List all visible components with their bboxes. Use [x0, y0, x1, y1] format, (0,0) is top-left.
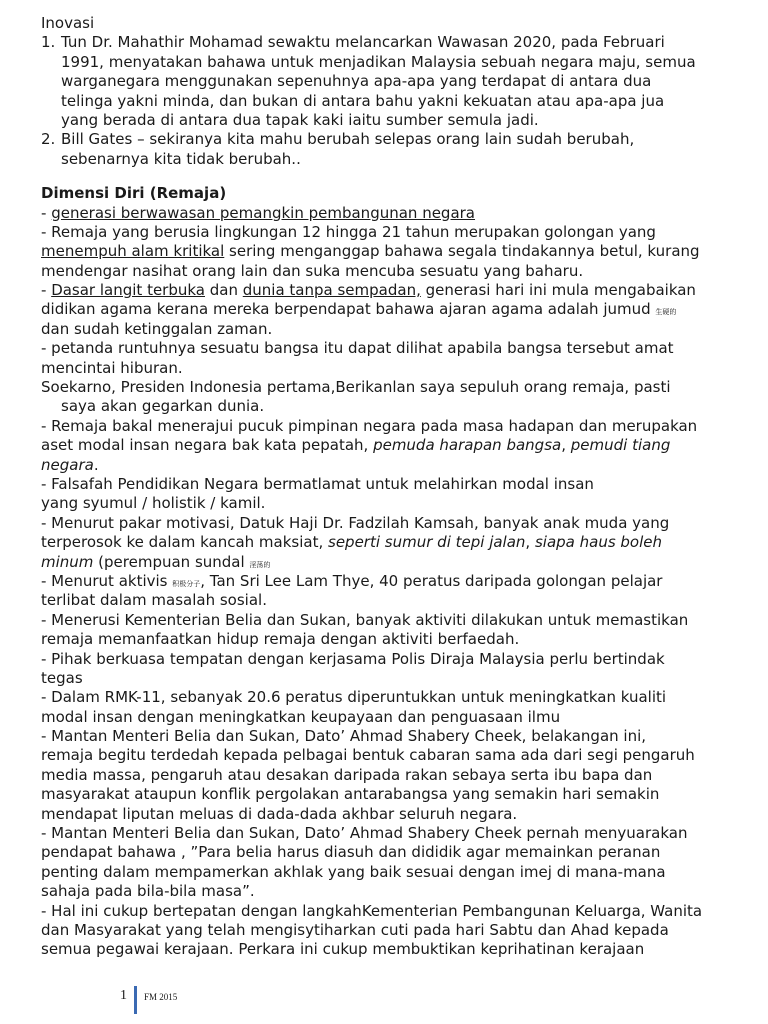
- list-number-1: 1.: [41, 33, 56, 52]
- paragraph-line: [41, 300, 731, 319]
- footer-label: FM 2015: [144, 992, 178, 1002]
- paragraph-line: remaja memanfaatkan hidup remaja dengan aktiviti berfaedah.: [41, 630, 520, 649]
- list-item-1-line-5: yang berada di antara dua tapak kaki iaitu sumber semula jadi.: [61, 110, 539, 129]
- underlined-phrase: Dasar langit terbuka: [51, 281, 205, 300]
- italic-phrase: pemudi tiang: [570, 436, 671, 455]
- text-span: -: [41, 203, 52, 222]
- paragraph-line: dan Masyarakat yang telah mengisytiharkan cuti pada hari Sabtu dan Ahad kepada: [41, 920, 669, 939]
- underlined-phrase: generasi berwawasan pemangkin pembangunan negara: [51, 203, 476, 222]
- text-span: terperosok ke dalam kancah maksiat,: [41, 533, 329, 552]
- paragraph-line: - Remaja bakal menerajui pucuk pimpinan negara pada masa hadapan dan merupakan: [41, 416, 698, 435]
- paragraph-line: masyarakat ataupun konflik pergolakan antarabangsa yang semakin hari semakin: [41, 785, 660, 804]
- underlined-phrase: dunia tanpa sempadan,: [242, 281, 421, 300]
- paragraph-line: Soekarno, Presiden Indonesia pertama,Berikanlan saya sepuluh orang remaja, pasti: [41, 378, 671, 397]
- annotation-note: 生硬的: [655, 308, 677, 317]
- text-span: -: [41, 281, 52, 300]
- italic-phrase: negara: [41, 455, 94, 474]
- paragraph-line: sahaja pada bila-bila masa”.: [41, 882, 255, 901]
- paragraph-line: mendapat liputan meluas di dada-dada akhbar seluruh negara.: [41, 804, 518, 823]
- paragraph-line: dan sudah ketinggalan zaman.: [41, 319, 273, 338]
- paragraph-line: modal insan dengan meningkatkan keupayaan dan penguasaan ilmu: [41, 707, 561, 726]
- paragraph-line: pendapat bahawa , ”Para belia harus diasuh dan dididik agar memainkan peranan: [41, 843, 661, 862]
- paragraph-line: [41, 553, 731, 572]
- text-span: .: [93, 455, 99, 474]
- paragraph-line: saya akan gegarkan dunia.: [61, 397, 265, 416]
- paragraph-line: - petanda runtuhnya sesuatu bangsa itu dapat dilihat apabila bangsa tersebut amat: [41, 339, 674, 358]
- paragraph-line: mencintai hiburan.: [41, 358, 183, 377]
- paragraph-line: mendengar nasihat orang lain dan suka mencuba sesuatu yang baharu.: [41, 261, 584, 280]
- paragraph-line: semua pegawai kerajaan. Perkara ini cukup membuktikan keprihatinan kerajaan: [41, 940, 645, 959]
- italic-phrase: seperti sumur di tepi jalan: [328, 533, 526, 552]
- italic-phrase: minum: [41, 552, 94, 571]
- italic-phrase: siapa haus boleh: [534, 533, 663, 552]
- section-heading: Dimensi Diri (Remaja): [41, 184, 227, 203]
- list-item-1-line-3: warganegara menggunakan sepenuhnya apa-apa yang terdapat di antara dua: [61, 72, 652, 91]
- annotation-note: 积极分子: [172, 579, 201, 588]
- text-span: ,: [525, 533, 535, 552]
- paragraph-line: - Hal ini cukup bertepatan dengan langkahKementerian Pembangunan Keluarga, Wanita: [41, 901, 703, 920]
- paragraph-line: - Remaja yang berusia lingkungan 12 hingga 21 tahun merupakan golongan yang: [41, 222, 656, 241]
- list-item-1-line-2: 1991, menyatakan bahawa untuk menjadikan Malaysia sebuah negara maju, semua: [61, 52, 696, 71]
- paragraph-line: - Menerusi Kementerian Belia dan Sukan, banyak aktiviti dilakukan untuk memastikan: [41, 610, 689, 629]
- paragraph-line: [41, 281, 731, 300]
- paragraph-line: media massa, pengaruh atau desakan daripada rakan sebaya serta ibu bapa dan: [41, 765, 653, 784]
- list-item-2-line-1: [41, 130, 731, 149]
- paragraph-line: tegas: [41, 668, 83, 687]
- list-item-text: Tun Dr. Mahathir Mohamad sewaktu melancarkan Wawasan 2020, pada Februari: [61, 33, 665, 52]
- text-span: sering menganggap bahawa segala tindakannya betul, kurang: [224, 242, 700, 261]
- annotation-note: 淫荡的: [249, 560, 271, 569]
- list-item-text: Bill Gates – sekiranya kita mahu berubah selepas orang lain sudah berubah,: [61, 130, 635, 149]
- paragraph-line: [41, 242, 731, 261]
- paragraph-line: terlibat dalam masalah sosial.: [41, 591, 267, 610]
- text-span: generasi hari ini mula mengabaikan: [420, 281, 696, 300]
- paragraph-line: [41, 204, 731, 223]
- paragraph-line: [41, 456, 731, 475]
- text-span: didikan agama kerana mereka berpendapat bahawa ajaran agama adalah jumud: [41, 300, 656, 319]
- paragraph-line: penting dalam mempamerkan akhlak yang baik sesuai dengan imej di mana-mana: [41, 862, 666, 881]
- text-span: aset modal insan negara bak kata pepatah,: [41, 436, 374, 455]
- italic-phrase: pemuda harapan bangsa: [373, 436, 562, 455]
- list-item-2-line-2: sebenarnya kita tidak berubah..: [61, 149, 301, 168]
- paragraph-line: [41, 533, 731, 552]
- paragraph-line: - Menurut pakar motivasi, Datuk Haji Dr. Fadzilah Kamsah, banyak anak muda yang: [41, 513, 670, 532]
- text-span: - Menurut aktivis: [41, 571, 173, 590]
- text-span: ,: [561, 436, 571, 455]
- page-number: 1: [120, 988, 127, 1003]
- paragraph-line: - Dalam RMK-11, sebanyak 20.6 peratus diperuntukkan untuk meningkatkan kualiti: [41, 688, 667, 707]
- paragraph-line: - Mantan Menteri Belia dan Sukan, Dato’ Ahmad Shabery Cheek, belakangan ini,: [41, 727, 647, 746]
- paragraph-line: - Mantan Menteri Belia dan Sukan, Dato’ Ahmad Shabery Cheek pernah menyuarakan: [41, 824, 688, 843]
- document-body: [41, 14, 731, 960]
- paragraph-line: remaja begitu terdedah kepada pelbagai bentuk cabaran sama ada dari segi pengaruh: [41, 746, 695, 765]
- paragraph-line: yang syumul / holistik / kamil.: [41, 494, 266, 513]
- underlined-phrase: menempuh alam kritikal: [41, 242, 225, 261]
- list-item-1-line-4: telinga yakni minda, dan bukan di antara bahu yakni kekuatan atau apa-apa jua: [61, 91, 665, 110]
- paragraph-line: - Falsafah Pendidikan Negara bermatlamat untuk melahirkan modal insan: [41, 474, 594, 493]
- text-span: , Tan Sri Lee Lam Thye, 40 peratus daripada golongan pelajar: [200, 571, 663, 590]
- text-span: (perempuan sundal: [93, 552, 250, 571]
- paragraph-line: [41, 572, 731, 591]
- text-span: dan: [205, 281, 243, 300]
- paragraph-line: [41, 436, 731, 455]
- section-title: Inovasi: [41, 14, 95, 32]
- list-item-1-line-1: [41, 33, 731, 52]
- footer-divider: [134, 986, 137, 1014]
- list-number-2: 2.: [41, 130, 56, 149]
- paragraph-line: - Pihak berkuasa tempatan dengan kerjasama Polis Diraja Malaysia perlu bertindak: [41, 649, 665, 668]
